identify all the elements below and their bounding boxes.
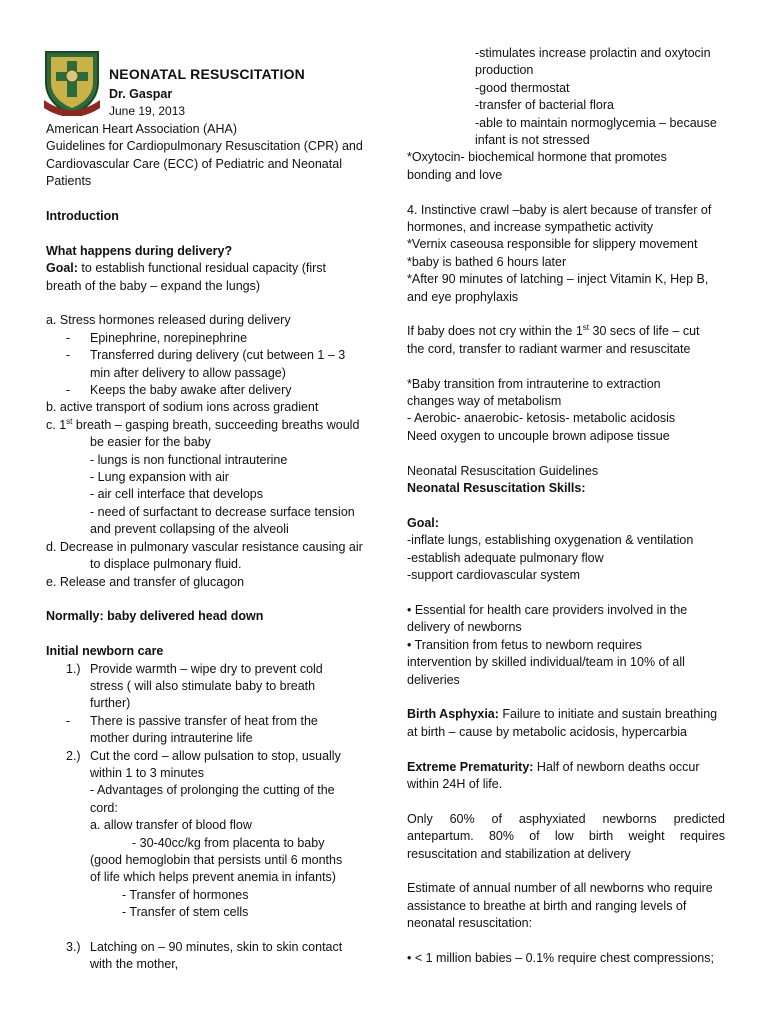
- a-item-1: - Epinephrine, norepinephrine: [66, 330, 248, 345]
- a-item-3: - Keeps the baby awake after delivery: [66, 383, 292, 398]
- guidelines-line-3: Patients: [46, 174, 92, 189]
- transition-line-3: - Aerobic- anaerobic- ketosis- metabolic acidosis: [407, 411, 676, 426]
- stim-line-2: production: [475, 63, 534, 78]
- estimate-line-1: Estimate of annual number of all newborns who require: [407, 881, 713, 896]
- crawl-line-6: and eye prophylaxis: [407, 289, 519, 304]
- school-seal-logo: [42, 48, 102, 116]
- aha-line: American Heart Association (AHA): [46, 122, 238, 136]
- cry-line-1: If baby does not cry within the 1st 30 secs of life – cut: [407, 323, 700, 339]
- guidelines-heading: Neonatal Resuscitation Guidelines: [407, 463, 599, 478]
- pulmonary-line: d. Decrease in pulmonary vascular resistance causing air: [46, 539, 363, 554]
- stim-line-5: -able to maintain normoglycemia – because: [475, 115, 717, 130]
- c-item-4-cont: and prevent collapsing of the alveoli: [90, 522, 289, 537]
- stim-line-3: -good thermostat: [475, 80, 570, 95]
- guidelines-line-1: Guidelines for Cardiopulmonary Resuscitation (CPR) and: [46, 139, 363, 154]
- care-item-2-cont-4: a. allow transfer of blood flow: [90, 818, 252, 833]
- transition-line-2: changes way of metabolism: [407, 394, 562, 409]
- crawl-line-2: hormones, and increase sympathetic activity: [407, 220, 653, 235]
- passive-transfer-cont: mother during intrauterine life: [90, 731, 253, 746]
- million-bullet: • < 1 million babies – 0.1% require chest compressions;: [407, 950, 714, 965]
- oxytocin-line-2: bonding and love: [407, 167, 503, 182]
- what-happens-heading: What happens during delivery?: [46, 243, 233, 258]
- transition-line-4: Need oxygen to uncouple brown adipose tissue: [407, 428, 670, 443]
- care-item-2-cont-2: - Advantages of prolonging the cutting of the: [90, 783, 335, 798]
- skills-heading: Neonatal Resuscitation Skills:: [407, 481, 586, 496]
- right-column: [407, 45, 725, 967]
- stress-hormones-line: a. Stress hormones released during delivery: [46, 313, 291, 328]
- document-title: NEONATAL RESUSCITATION: [109, 66, 305, 82]
- asphyxia-line-1: Birth Asphyxia: Failure to initiate and sustain breathing: [407, 707, 718, 722]
- oxytocin-line-1: *Oxytocin- biochemical hormone that promotes: [407, 150, 667, 165]
- left-column: [46, 121, 368, 974]
- only-60-paragraph: Only 60% of asphyxiated newborns predicted antepartum. 80% of low birth weight requires resuscitation and stabilization at delivery: [407, 811, 725, 861]
- care-item-1-cont-1: stress ( will also stimulate baby to breath: [90, 678, 316, 693]
- prematurity-label: Extreme Prematurity:: [407, 759, 534, 774]
- first-breath-line: c. 1st breath – gasping breath, succeeding breaths would: [46, 416, 360, 432]
- c-item-2: - Lung expansion with air: [90, 470, 229, 485]
- first-breath-cont: be easier for the baby: [90, 435, 211, 450]
- care-item-2-cc: - 30-40cc/kg from placenta to baby: [132, 835, 325, 850]
- crawl-line-3: *Vernix caseousa responsible for slippery movement: [407, 237, 698, 252]
- goal-text: to establish functional residual capacity (first: [77, 261, 326, 276]
- bullet-1-line-1: • Essential for health care providers involved in the: [407, 602, 688, 617]
- guidelines-line-2: Cardiovascular Care (ECC) of Pediatric and Neonatal: [46, 156, 342, 171]
- c-item-4: - need of surfactant to decrease surface tension: [90, 504, 355, 519]
- prematurity-line-1: Extreme Prematurity: Half of newborn deaths occur: [407, 759, 700, 774]
- goal-item-1: -inflate lungs, establishing oxygenation & ventilation: [407, 533, 694, 548]
- bullet-1-line-2: delivery of newborns: [407, 620, 522, 635]
- estimate-line-2: assistance to breathe at birth and ranging levels of: [407, 898, 687, 913]
- goal-item-3: -support cardiovascular system: [407, 568, 580, 583]
- skills-goal-heading: Goal:: [407, 515, 439, 530]
- goal-label: Goal:: [46, 261, 78, 276]
- introduction-heading: Introduction: [46, 209, 119, 224]
- bullet-2-line-3: deliveries: [407, 672, 460, 687]
- care-item-2-stem: - Transfer of stem cells: [122, 905, 249, 920]
- c-item-1: - lungs is non functional intrauterine: [90, 452, 288, 467]
- care-item-2-cont-1: within 1 to 3 minutes: [90, 765, 204, 780]
- stim-line-1: -stimulates increase prolactin and oxytocin: [475, 46, 711, 60]
- stim-line-4: -transfer of bacterial flora: [475, 98, 614, 113]
- prematurity-line-2: within 24H of life.: [407, 776, 503, 791]
- asphyxia-line-2: at birth – cause by metabolic acidosis, hypercarbia: [407, 724, 688, 739]
- estimate-line-3: neonatal resuscitation:: [407, 916, 533, 931]
- care-item-1-cont-2: further): [90, 696, 131, 711]
- transition-line-1: *Baby transition from intrauterine to extraction: [407, 376, 661, 391]
- glucagon-line: e. Release and transfer of glucagon: [46, 574, 245, 589]
- goal-item-2: -establish adequate pulmonary flow: [407, 550, 604, 565]
- crawl-line-1: 4. Instinctive crawl –baby is alert because of transfer of: [407, 202, 712, 217]
- care-item-2-hormones: - Transfer of hormones: [122, 887, 249, 902]
- care-item-3: 3.) Latching on – 90 minutes, skin to skin contact: [66, 940, 343, 954]
- bullet-2-line-1: • Transition from fetus to newborn requires: [407, 637, 643, 652]
- a-item-2-cont: min after delivery to allow passage): [90, 365, 286, 380]
- document-date: June 19, 2013: [109, 104, 186, 118]
- asphyxia-label: Birth Asphyxia:: [407, 707, 499, 722]
- care-item-2-cont-5: (good hemoglobin that persists until 6 months: [90, 852, 343, 867]
- care-item-2: 2.) Cut the cord – allow pulsation to stop, usually: [66, 748, 341, 763]
- care-item-2-cont-6: of life which helps prevent anemia in infants): [90, 870, 336, 885]
- care-item-3-cont: with the mother,: [90, 957, 179, 972]
- care-item-2-cont-3: cord:: [90, 800, 118, 815]
- bullet-2-line-2: intervention by skilled individual/team in 10% of all: [407, 655, 685, 670]
- c-item-3: - air cell interface that develops: [90, 487, 264, 502]
- pulmonary-line-cont: to displace pulmonary fluid.: [90, 557, 242, 572]
- crawl-line-5: *After 90 minutes of latching – inject Vitamin K, Hep B,: [407, 272, 709, 287]
- passive-transfer-line: - There is passive transfer of heat from the: [66, 713, 318, 728]
- initial-care-heading: Initial newborn care: [46, 644, 164, 659]
- cry-line-2: the cord, transfer to radiant warmer and resuscitate: [407, 341, 691, 356]
- stim-line-6: infant is not stressed: [475, 133, 590, 148]
- goal-line-1: [46, 260, 368, 277]
- crawl-line-4: *baby is bathed 6 hours later: [407, 254, 567, 269]
- goal-line-2: breath of the baby – expand the lungs): [46, 278, 261, 293]
- author-name: Dr. Gaspar: [109, 87, 173, 101]
- sodium-line: b. active transport of sodium ions across gradient: [46, 400, 319, 415]
- normally-line: Normally: baby delivered head down: [46, 609, 264, 624]
- a-item-2: - Transferred during delivery (cut between 1 – 3: [66, 348, 346, 363]
- care-item-1: 1.) Provide warmth – wipe dry to prevent cold: [66, 661, 323, 676]
